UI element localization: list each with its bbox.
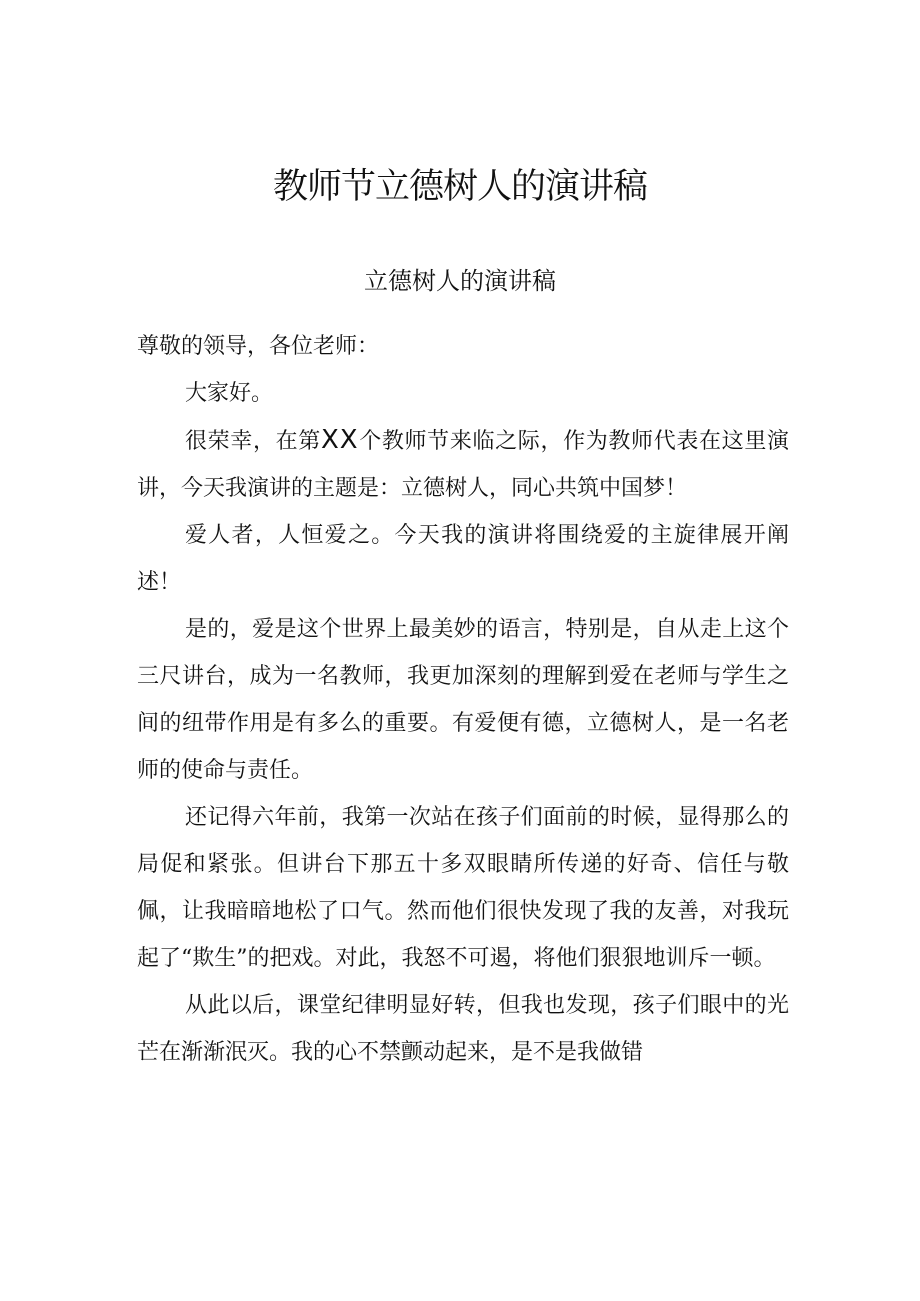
paragraph-language-of-love: 是的，爱是这个世界上最美妙的语言，特别是，自从走上这个三尺讲台，成为一名教师，我更加深刻的理解到爱在老师与学生之间的纽带作用是有多么的重要。有爱便有德，立德树人，是一名老师的使命与责任。 [137,617,789,783]
document-subtitle: 立德树人的演讲稿 [364,267,556,295]
paragraph-since-then: 从此以后，课堂纪律明显好转，但我也发现，孩子们眼中的光芒在渐渐泯灭。我的心不禁颤动起来，是不是我做错 [137,993,789,1065]
paragraph-intro-end: 个教师节来临之际，作为教师代表在这里演讲，今天我演讲的主题是：立德树人，同心共筑中国梦！ [137,429,789,501]
document-title: 教师节立德树人的演讲稿 [272,167,647,207]
paragraph-intro [137,417,789,512]
paragraph-six-years-ago: 还记得六年前，我第一次站在孩子们面前的时候，显得那么的局促和紧张。但讲台下那五十多双眼睛所传递的好奇、信任与敬佩，让我暗暗地松了口气。然而他们很快发现了我的友善，对我玩起了“欺生”的把戏。对此，我怒不可遏，将他们狠狠地训斥一顿。 [137,805,789,971]
paragraph-intro-start: 很荣幸，在第 [185,429,321,454]
paragraph-greeting: 大家好。 [185,381,274,406]
document-body [137,323,789,1076]
paragraph-love: 爱人者，人恒爱之。今天我的演讲将围绕爱的主旋律展开阐述！ [137,523,789,595]
salutation: 尊敬的领导，各位老师： [137,334,380,359]
placeholder-number: XX [320,425,359,455]
